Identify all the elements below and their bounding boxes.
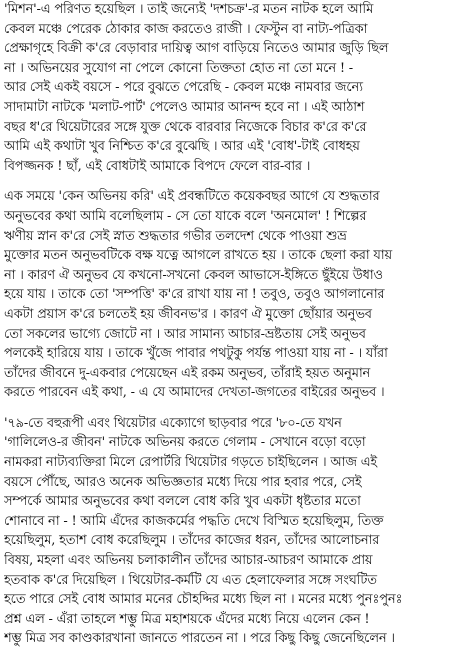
text-line: 'মিশন'-এ পরিণত হয়েছিল । তাই জন্যেই 'দশচক্র'-র মতন নাটক হলে আমি: [4, 2, 374, 17]
text-line: হয়েছিলুম, হতাশ বোধ করেছিলুম । তাঁদের কাজের ধরন, তাঁদের আলোচনার: [4, 533, 380, 549]
text-line: হয়ে যায় । তাকে তো 'সম্পত্তি' ক'রে রাখা যায় না ! তবুও, তবুও আগলানোর: [4, 287, 385, 303]
text-line: বয়সে পৌঁছে, আরও অনেক অভিজ্ঞতার মধ্যে দিয়ে পার হবার পরে, সেই: [4, 474, 362, 490]
text-line: না । কারণ ঐ অনুভব যে কখনো-সখনো কেবল আভাসে-ইঙ্গিতে ছুঁইয়ে উধাও: [4, 267, 383, 283]
text-line: 'গালিলেও-র জীবন' নাটকে অভিনয় করতে গেলাম - সেখানে বড়ো বড়ো: [4, 435, 366, 451]
document-page: [4, 0, 452, 647]
text-line: প্রেক্ষাগৃহে বিক্রী ক'রে বেড়াবার দায়িত্ব আগ বাড়িয়ে নিতেও আমার জুড়ি ছিল: [4, 41, 389, 57]
text-line: সাদামাটা নাটকে 'মলাট-পার্ট' পেলেও আমার আনন্দ হবে না । এই আঠাশ: [4, 99, 365, 115]
text-line: ঋণীয় স্নান ক'রে সেই স্নাত শুদ্ধতার গভীর তলদেশ থেকে পাওয়া শুভ্র: [4, 228, 347, 244]
text-line: অনুভবের কথা আমি বলেছিলাম - সে তো যাকে বলে 'অনমোল' ! শিল্পের: [4, 208, 367, 224]
paragraph-3: [4, 414, 452, 649]
text-line: বিপজ্জনক ! ছাঁ, এই বোধটাই আমাকে বিপদে ফেলে বার-বার ।: [4, 158, 311, 174]
paragraph-1: [4, 0, 452, 176]
text-line: বিষয়, মহলা এবং অভিনয় চলাকালীন তাঁদের আচার-আচরণ আমাকে প্রায়: [4, 553, 373, 569]
text-line: কেবল মঞ্চে পেরেক ঠোকার কাজ করতেও রাজী । ফেস্টুন বা নাট্য-পত্রিকা: [4, 21, 368, 37]
text-line: হতে পারে সেই বোধ আমার মনের চৌহদ্দির মধ্যে ছিল না । মনের মধ্যে পুনঃপুনঃ: [4, 592, 403, 608]
text-line: মুক্তোর মতন অনুভবটিকে বক্ষ যত্নে আগলে রাখতে হয় । তাকে ছেলা করা যায়: [4, 248, 392, 264]
paragraph-gap: [4, 403, 452, 414]
text-line: নামকরা নাট্যব্যক্তিরা মিলে রেপার্টরি থিয়েটার গড়তে চাইছিলেন । আজ এই: [4, 455, 377, 471]
text-line: না । অভিনয়ের সুযোগ না পেলে কোনো তিক্ততা হোত না তো মনে ! -: [4, 60, 353, 76]
text-line: '৭৯-তে বহুরূপী এবং থিয়েটার এক্যোগে ছাড়বার পরে '৮০-তে যখন: [4, 415, 342, 431]
text-line: পলকেই হারিয়ে যায় । তাকে খুঁজে পাবার পথটুকু পর্যন্ত পাওয়া যায় না - । যাঁরা: [4, 346, 388, 362]
text-line: আর সেই একই বয়সে - পরে বুঝতে পেরেছি - কেবল মঞ্চে নামবার জন্যে: [4, 80, 363, 96]
text-line: হতবাক ক'রে দিয়েছিল । থিয়েটার-কর্মটি যে এত হেলাফেলার সঙ্গে সংঘটিত: [4, 572, 377, 588]
text-line: তো সকলের ভাগ্যে জোটে না । আর সামান্য আচার-ভ্রষ্টতায় সেই অনুভব: [4, 326, 366, 342]
text-line: এক সময়ে 'কেন অভিনয় করি' এই প্রবন্ধটিতে কয়েকবছর আগে যে শুদ্ধতার: [4, 189, 380, 205]
text-line: বছর ধ'রে থিয়েটারের সঙ্গে যুক্ত থেকে বারবার নিজেকে বিচার ক'রে ক'রে: [4, 119, 367, 135]
text-line: করতে পারবেন এই কথা, - এ যে আমাদের দেখতা-জগতের বাইরের অনুভব ।: [4, 385, 385, 401]
text-line: শম্ভু মিত্র সব কাণ্ডকারখানা জানতে পারতেন না । পরে কিছু কিছু জেনেছিলেন ।: [4, 631, 395, 647]
paragraph-2: [4, 187, 452, 403]
text-line: একটা প্রয়াস ক'রে চলতেই হয় জীবনভ'র । কারণ ঐ মুক্তো ছোঁয়ার অনুভব: [4, 306, 372, 322]
text-line: আমি এই কথাটা খুব নিশ্চিত ক'রে বুঝেছি । আর এই 'বোধ'-টাই বোধহয়: [4, 139, 360, 155]
paragraph-gap: [4, 176, 452, 187]
text-line: তাঁদের জীবনে দু-একবার পেয়েছেন এই রকম অনুভব, তাঁরাই হয়ত অনুমান: [4, 365, 371, 381]
text-line: শোনাবে না - ! আমি এঁদের কাজকর্মের পদ্ধতি দেখে বিস্মিত হয়েছিলুম, তিক্ত: [4, 513, 384, 529]
text-line: প্রশ্ন এল - এঁরা তাহলে শম্ভু মিত্র মহাশয়কে এঁদের মধ্যে নিয়ে এলেন কেন !: [4, 611, 370, 627]
text-line: সম্পর্কে আমার অনুভবের কথা বললে বোধ করি খুব একটা ধৃষ্টতার মতো: [4, 494, 361, 510]
